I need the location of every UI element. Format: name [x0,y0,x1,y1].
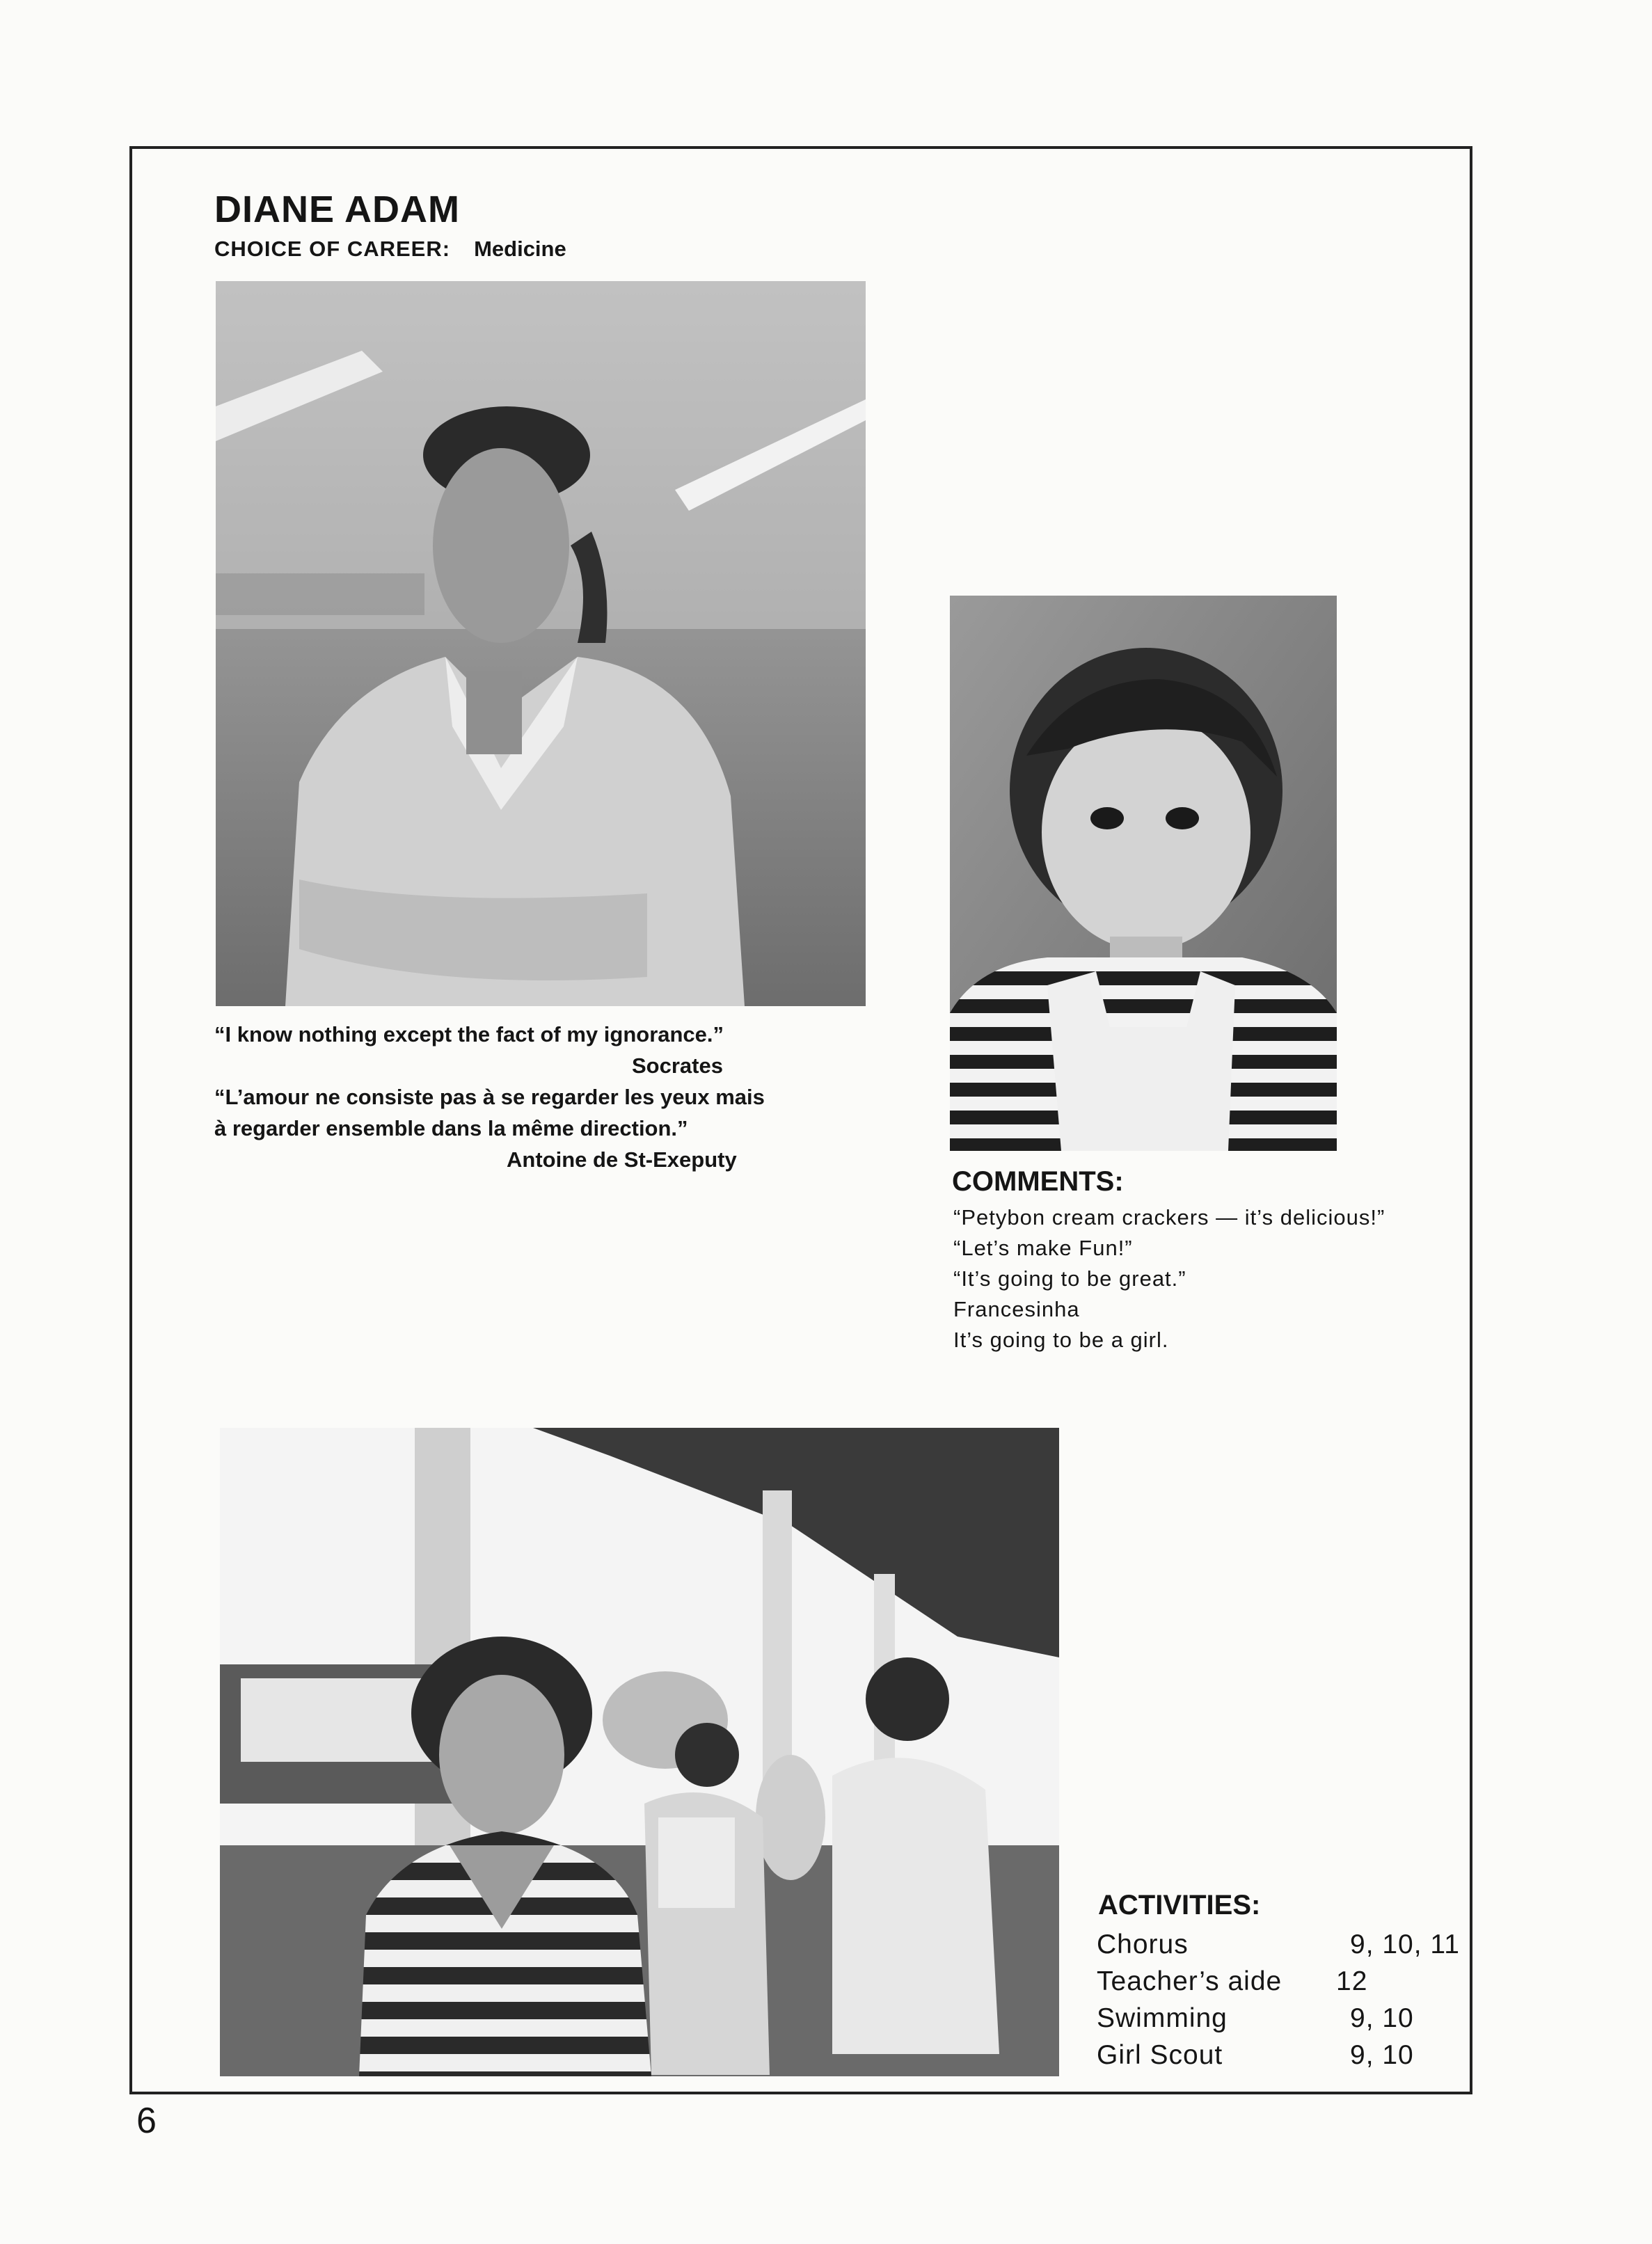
activity-row [1097,2037,1486,2074]
activity-name: Chorus [1097,1929,1189,1959]
activity-years: 12 [1336,1966,1368,1996]
career-value: Medicine [474,237,566,261]
senior-quotes [214,1019,841,1175]
candid-walkway-photo [220,1428,1059,2076]
senior-portrait-photo [216,281,866,1006]
comment-line: Francesinha [953,1297,1080,1321]
activities-list [1097,1926,1486,2074]
comment-line: “Let’s make Fun!” [953,1236,1133,1260]
activities-heading: ACTIVITIES: [1098,1890,1261,1920]
activity-name: Teacher’s aide [1097,1966,1282,1996]
childhood-photo [950,596,1337,1151]
career-line [214,237,566,262]
quote-attribution: Antoine de St-Exeputy [507,1147,737,1172]
activity-years: 9, 10, 11 [1350,1929,1460,1959]
quote-attribution: Socrates [632,1053,723,1078]
activity-years: 9, 10 [1350,2040,1414,2070]
comments-list [953,1202,1385,1355]
quote-line: à regarder ensemble dans la même direction.” [214,1116,688,1140]
page-number: 6 [136,2101,157,2141]
comment-line: “Petybon cream crackers — it’s delicious!” [953,1205,1385,1230]
quote-line: “L’amour ne consiste pas à se regarder les yeux mais [214,1085,765,1109]
activity-name: Girl Scout [1097,2040,1223,2070]
activity-row [1097,1963,1486,2000]
comment-line: “It’s going to be great.” [953,1266,1186,1291]
activity-row [1097,1926,1486,1963]
activity-years: 9, 10 [1350,2003,1414,2033]
quote-line: “I know nothing except the fact of my ignorance.” [214,1022,724,1047]
comments-heading: COMMENTS: [952,1166,1124,1197]
activity-name: Swimming [1097,2003,1228,2033]
career-label: CHOICE OF CAREER: [214,237,451,261]
activity-row [1097,2000,1486,2037]
comment-line: It’s going to be a girl. [953,1328,1169,1352]
student-name: DIANE ADAM [214,189,460,230]
